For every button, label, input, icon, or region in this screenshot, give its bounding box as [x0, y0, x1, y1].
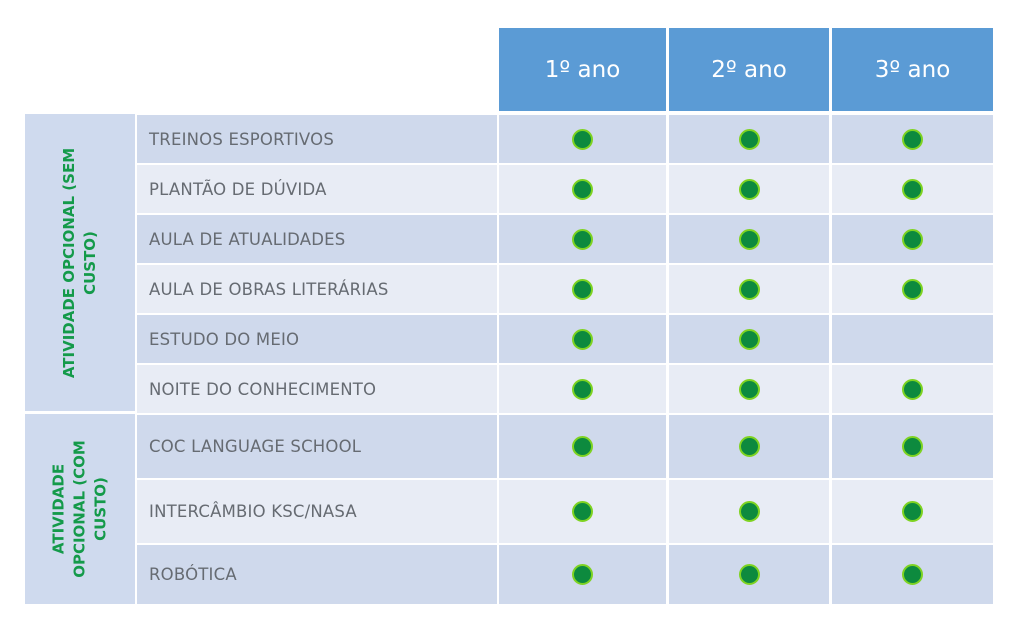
- activity-name: AULA DE ATUALIDADES: [137, 215, 497, 263]
- availability-cell: [499, 265, 666, 313]
- availability-cell: [832, 115, 993, 163]
- availability-cell: [832, 545, 993, 604]
- available-dot-icon: [572, 229, 593, 250]
- group-cell-com-custo: [25, 414, 135, 604]
- availability-cell: [669, 545, 829, 604]
- availability-cell: [499, 165, 666, 213]
- available-dot-icon: [572, 279, 593, 300]
- available-dot-icon: [739, 179, 760, 200]
- available-dot-icon: [739, 564, 760, 585]
- activity-name: ESTUDO DO MEIO: [137, 315, 497, 363]
- available-dot-icon: [572, 501, 593, 522]
- available-dot-icon: [739, 501, 760, 522]
- availability-cell: [499, 315, 666, 363]
- available-dot-icon: [739, 329, 760, 350]
- availability-cell: [832, 165, 993, 213]
- available-dot-icon: [572, 179, 593, 200]
- availability-cell: [499, 415, 666, 478]
- availability-cell: [669, 265, 829, 313]
- availability-cell: [832, 365, 993, 413]
- activity-name: PLANTÃO DE DÚVIDA: [137, 165, 497, 213]
- activity-name: COC LANGUAGE SCHOOL: [137, 415, 497, 478]
- column-header-2: 2º ano: [669, 28, 829, 111]
- group-label-sem-custo: ATIVIDADE OPCIONAL (SEM CUSTO): [60, 147, 99, 378]
- available-dot-icon: [739, 229, 760, 250]
- activity-name: AULA DE OBRAS LITERÁRIAS: [137, 265, 497, 313]
- availability-cell: [832, 415, 993, 478]
- available-dot-icon: [902, 229, 923, 250]
- activity-name: INTERCÂMBIO KSC/NASA: [137, 480, 497, 543]
- availability-cell: [669, 215, 829, 263]
- available-dot-icon: [572, 436, 593, 457]
- availability-cell: [669, 365, 829, 413]
- activity-name: NOITE DO CONHECIMENTO: [137, 365, 497, 413]
- availability-cell: [669, 165, 829, 213]
- group-label-com-custo: ATIVIDADE OPCIONAL (COM CUSTO): [49, 440, 110, 578]
- available-dot-icon: [739, 279, 760, 300]
- column-header-3: 3º ano: [832, 28, 993, 111]
- availability-cell: [499, 115, 666, 163]
- availability-cell: [669, 480, 829, 543]
- available-dot-icon: [572, 329, 593, 350]
- available-dot-icon: [902, 379, 923, 400]
- column-header-1: 1º ano: [499, 28, 666, 111]
- available-dot-icon: [902, 436, 923, 457]
- availability-cell: [499, 365, 666, 413]
- availability-cell: [499, 480, 666, 543]
- availability-cell: [832, 215, 993, 263]
- available-dot-icon: [902, 179, 923, 200]
- available-dot-icon: [902, 501, 923, 522]
- availability-cell: [832, 480, 993, 543]
- activity-name: ROBÓTICA: [137, 545, 497, 604]
- available-dot-icon: [572, 129, 593, 150]
- availability-cell: [832, 265, 993, 313]
- availability-cell: [669, 415, 829, 478]
- availability-cell: [669, 315, 829, 363]
- available-dot-icon: [572, 379, 593, 400]
- activity-name: TREINOS ESPORTIVOS: [137, 115, 497, 163]
- availability-cell: [499, 215, 666, 263]
- available-dot-icon: [739, 379, 760, 400]
- group-cell-sem-custo: [25, 114, 135, 411]
- available-dot-icon: [572, 564, 593, 585]
- availability-cell: [832, 315, 993, 363]
- available-dot-icon: [739, 436, 760, 457]
- available-dot-icon: [902, 564, 923, 585]
- available-dot-icon: [902, 279, 923, 300]
- availability-cell: [499, 545, 666, 604]
- availability-cell: [669, 115, 829, 163]
- available-dot-icon: [902, 129, 923, 150]
- available-dot-icon: [739, 129, 760, 150]
